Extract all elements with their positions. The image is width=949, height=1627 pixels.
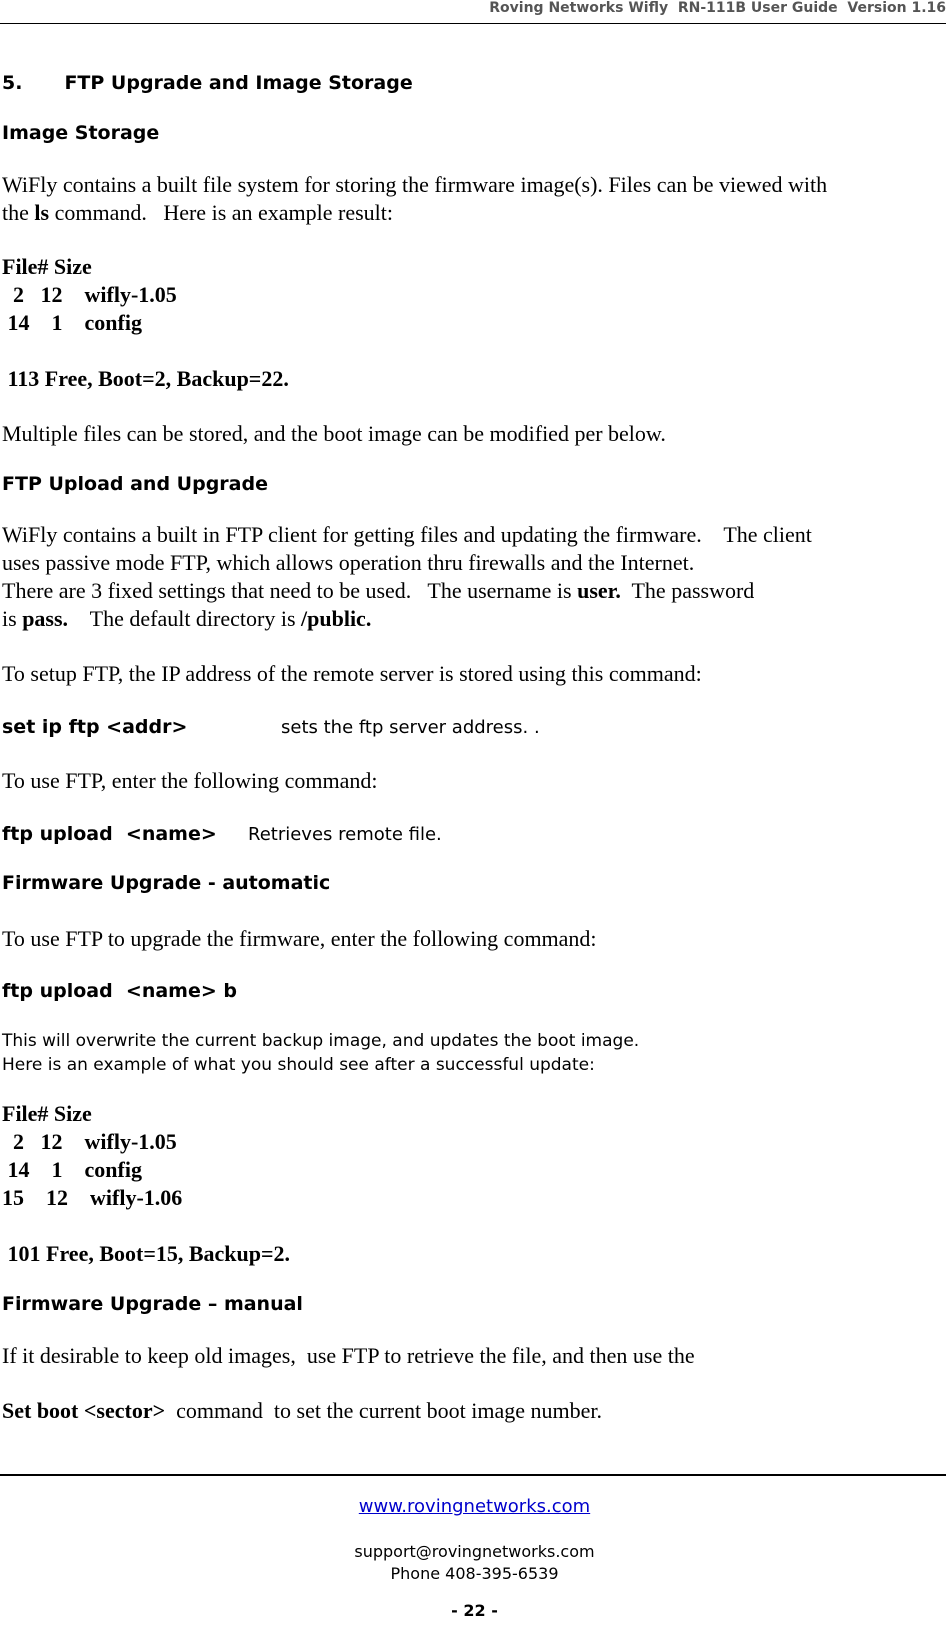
listing-header: File# Size bbox=[2, 254, 92, 279]
firmware-auto-heading: Firmware Upgrade - automatic bbox=[2, 872, 331, 894]
firmware-auto-note-1: This will overwrite the current backup image, and updates the boot image. bbox=[2, 1031, 640, 1051]
image-storage-intro-2 bbox=[2, 198, 393, 227]
intro-text-end: command. Here is an example result: bbox=[49, 200, 394, 225]
footer-email: support@rovingnetworks.com bbox=[354, 1542, 595, 1561]
firmware-manual-heading: Firmware Upgrade – manual bbox=[2, 1293, 303, 1315]
section-title: FTP Upgrade and Image Storage bbox=[64, 72, 413, 94]
ftp-use-text: To use FTP, enter the following command: bbox=[2, 768, 378, 793]
website-link[interactable]: www.rovingnetworks.com bbox=[358, 1496, 591, 1517]
ftp-setup-text: To setup FTP, the IP address of the remote server is stored using this command: bbox=[2, 661, 702, 686]
ftp-paragraph-line-3 bbox=[2, 576, 754, 605]
ftp-paragraph-line-1: WiFly contains a built in FTP client for getting files and updating the firmware. The client bbox=[2, 522, 812, 547]
section-number: 5. bbox=[2, 72, 23, 94]
ftp-heading: FTP Upload and Upgrade bbox=[2, 473, 268, 495]
firmware-auto-note-2: Here is an example of what you should see after a successful update: bbox=[2, 1055, 595, 1075]
ftp-upload-b-command: ftp upload <name> b bbox=[2, 980, 237, 1002]
section-heading bbox=[2, 72, 413, 94]
ftp-text: is bbox=[2, 606, 23, 631]
listing-row: 14 1 config bbox=[2, 310, 142, 335]
ftp-text: There are 3 fixed settings that need to be used. The username is bbox=[2, 578, 578, 603]
ftp-text: The password bbox=[620, 578, 755, 603]
set-boot-command: Set boot <sector> bbox=[2, 1398, 166, 1423]
ftp-username: user. bbox=[577, 578, 621, 603]
ftp-text: The default directory is bbox=[68, 606, 302, 631]
ftp-upload-command: ftp upload <name> bbox=[2, 823, 217, 845]
ftp-directory: /public. bbox=[301, 606, 372, 631]
footer-website[interactable] bbox=[0, 1496, 949, 1517]
ftp-paragraph-line-2: uses passive mode FTP, which allows operation thru firewalls and the Internet. bbox=[2, 550, 695, 575]
header-rule bbox=[0, 23, 946, 24]
listing-summary: 101 Free, Boot=15, Backup=2. bbox=[2, 1241, 291, 1266]
listing-summary: 113 Free, Boot=2, Backup=22. bbox=[2, 366, 289, 391]
listing-row: 15 12 wifly-1.06 bbox=[2, 1185, 183, 1210]
set-ip-ftp-description: sets the ftp server address. . bbox=[281, 717, 540, 738]
image-storage-intro-1: WiFly contains a built file system for storing the firmware image(s). Files can be viewed with bbox=[2, 172, 828, 197]
footer-phone: Phone 408-395-6539 bbox=[390, 1564, 559, 1583]
ftp-paragraph-line-4 bbox=[2, 604, 371, 633]
ls-command: ls bbox=[34, 200, 50, 225]
set-boot-line bbox=[2, 1396, 602, 1425]
ftp-password: pass. bbox=[22, 606, 69, 631]
listing-header: File# Size bbox=[2, 1101, 92, 1126]
firmware-auto-text: To use FTP to upgrade the firmware, enter the following command: bbox=[2, 926, 597, 951]
firmware-manual-text: If it desirable to keep old images, use FTP to retrieve the file, and then use the bbox=[2, 1343, 695, 1368]
listing-row: 2 12 wifly-1.05 bbox=[2, 1129, 177, 1154]
set-boot-description: command to set the current boot image number. bbox=[165, 1398, 602, 1423]
set-ip-ftp-command: set ip ftp <addr> bbox=[2, 716, 188, 738]
listing-row: 14 1 config bbox=[2, 1157, 142, 1182]
running-header: Roving Networks Wifly RN-111B User Guide Version 1.16 bbox=[489, 0, 946, 16]
ftp-upload-description: Retrieves remote file. bbox=[248, 824, 442, 845]
image-storage-heading: Image Storage bbox=[2, 122, 160, 144]
listing-row: 2 12 wifly-1.05 bbox=[2, 282, 177, 307]
footer-rule bbox=[0, 1474, 946, 1476]
image-storage-note: Multiple files can be stored, and the boot image can be modified per below. bbox=[2, 421, 666, 446]
intro-text: the bbox=[2, 200, 35, 225]
page-number: - 22 - bbox=[451, 1601, 498, 1620]
